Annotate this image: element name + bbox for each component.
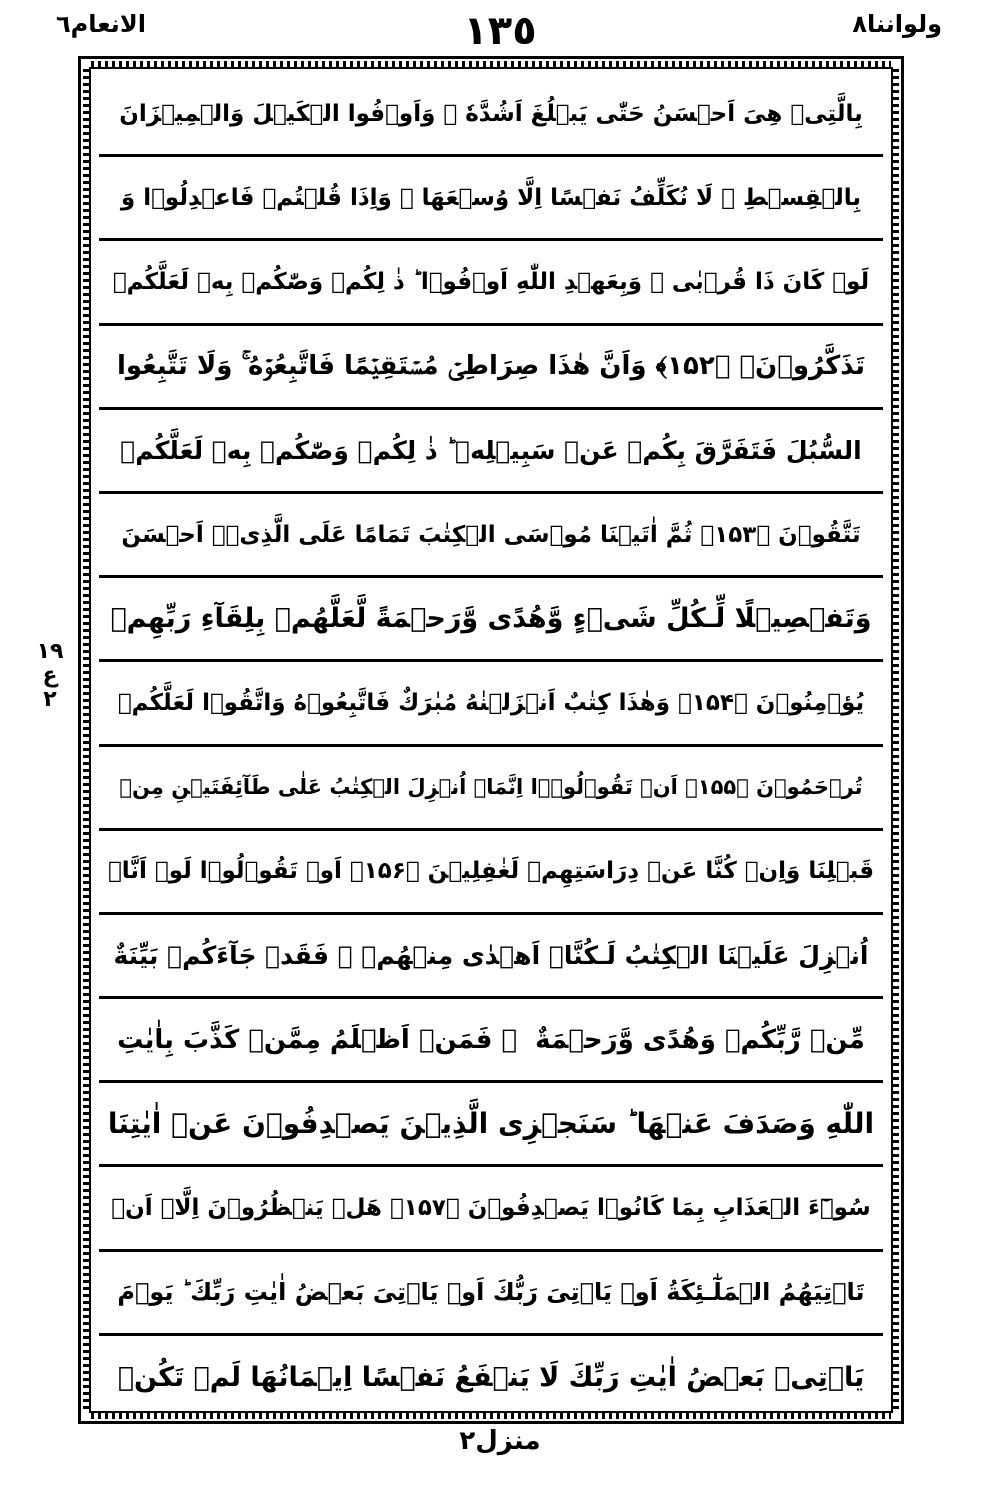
para-name: ولواننا٨: [852, 10, 942, 38]
verse-line: قَبۡلِنَا وَاِنۡ كُنَّا عَنۡ دِرَاسَتِهِمۡ لَغٰفِلِيۡنَ ﴿۱۵۶﴾ اَوۡ تَقُوۡلُوۡا لَوۡ اَنَّاۤ: [99, 831, 883, 915]
ruku-marker-middle: ع: [42, 663, 58, 688]
frame-border-right: [893, 69, 899, 1411]
verse-line: اُنۡزِلَ عَلَيۡنَا الۡكِتٰبُ لَـكُنَّاۤ اَهۡدٰى مِنۡهُمۡ‌ ۚ فَقَدۡ جَآءَكُمۡ بَيِّنَةٌ: [99, 915, 883, 999]
frame-border-left: [83, 69, 89, 1411]
surah-name: الانعام٦: [56, 10, 146, 38]
ruku-marker: [30, 640, 70, 712]
verse-line: يَاۡتِىۡ بَعۡضُ اٰيٰتِ رَبِّكَ لَا يَنۡفَعُ نَفۡسًا اِيۡمَانُهَا لَمۡ تَكُنۡ: [117, 1362, 865, 1394]
verse-line: السُّبُلَ فَتَفَرَّقَ بِكُمۡ عَنۡ سَبِيۡلِهٖ‌ ؕ ذٰ لِكُمۡ وَصّٰكُمۡ بِهٖ لَعَلَّكُمۡ: [99, 410, 883, 494]
ruku-marker-bottom: ٢: [43, 687, 57, 712]
verse-line: وَتَفۡصِيۡلًا لِّـكُلِّ شَىۡءٍ وَّهُدًى وَّرَحۡمَةً لَّعَلَّهُمۡ بِلِقَآءِ رَبِّهِمۡ: [99, 578, 883, 662]
verse-line: سُوۡٓءَ الۡعَذَابِ بِمَا كَانُوۡا يَصۡدِفُوۡنَ ﴿۱۵۷﴾ هَلۡ يَنۡظُرُوۡنَ اِلَّاۤ اَنۡ: [99, 1167, 883, 1251]
verse-line: لَوۡ كَانَ ذَا قُرۡبٰى‌ ۚ وَبِعَهۡدِ اللّٰهِ اَوۡفُوۡا‌ ؕ ذٰ لِكُمۡ وَصّٰكُمۡ بِهٖ لَعَلَّكُمۡ: [99, 241, 883, 325]
text-panel: [89, 67, 893, 1413]
page-header: [0, 0, 1000, 60]
verse-line: تُرۡحَمُوۡنَ ﴿۱۵۵﴾ اَنۡ تَقُوۡلُوۡۤا اِنَّمَاۤ اُنۡزِلَ الۡكِتٰبُ عَلٰى طَآئِفَتَيۡنِ مِنۡ: [99, 747, 883, 831]
verse-line: اللّٰهِ وَصَدَفَ عَنۡهَا‌ ؕ سَنَجۡزِى الَّذِيۡنَ يَصۡدِفُوۡنَ عَنۡ اٰيٰتِنَا: [99, 1083, 883, 1167]
verse-line: تَاۡتِيَهُمُ الۡمَلٰٓـئِكَةُ اَوۡ يَاۡتِىَ رَبُّكَ اَوۡ يَاۡتِىَ بَعۡضُ اٰيٰتِ رَبِّكَ‌ ؕ يَوۡمَ: [99, 1252, 883, 1336]
page-number: ١٣٥: [463, 8, 537, 54]
page-frame: [78, 56, 904, 1424]
verse-lines: [99, 73, 883, 1407]
frame-border-top: [91, 61, 891, 67]
verse-line: تَتَّقُوۡنَ ﴿۱۵۳﴾ ثُمَّ اٰتَيۡنَا مُوۡسَى الۡكِتٰبَ تَمَامًا عَلَى الَّذِىۡۤ اَحۡسَنَ: [99, 494, 883, 578]
ruku-marker-top: ١٩: [36, 639, 64, 664]
verse-line: مِّنۡ رَّبِّكُمۡ وَهُدًى وَّرَحۡمَةٌ ‌ ۚ فَمَنۡ اَظۡلَمُ مِمَّنۡ كَذَّبَ بِاٰيٰتِ: [99, 999, 883, 1083]
manzil-footer: منزل٢: [459, 1426, 541, 1456]
verse-line: بِالَّتِىۡ هِىَ اَحۡسَنُ حَتّٰى يَبۡلُغَ اَشُدَّهٗ‌ ۚ وَاَوۡفُوا الۡكَيۡلَ وَالۡمِيۡزَانَ: [99, 73, 883, 157]
verse-line: بِالۡقِسۡطِ‌ ۚ لَا نُكَلِّفُ نَفۡسًا اِلَّا وُسۡعَهَا‌ ۚ وَاِذَا قُلۡتُمۡ فَاعۡدِلُوۡا وَ: [99, 157, 883, 241]
verse-line: يُؤۡمِنُوۡنَ ﴿۱۵۴﴾ وَهٰذَا كِتٰبٌ اَنۡزَلۡنٰهُ مُبٰرَكٌ فَاتَّبِعُوۡهُ وَاتَّقُوۡا لَعَلَّكُمۡ: [99, 662, 883, 746]
verse-line: تَذَكَّرُوۡنَۙ ﴿۱۵۲﴾ وَاَنَّ هٰذَا صِرَاطِىۡ مُسۡتَقِيۡمًا فَاتَّبِعُوۡهُ‌ ۚ وَلَا تَتَّبِعُوا: [99, 326, 883, 410]
